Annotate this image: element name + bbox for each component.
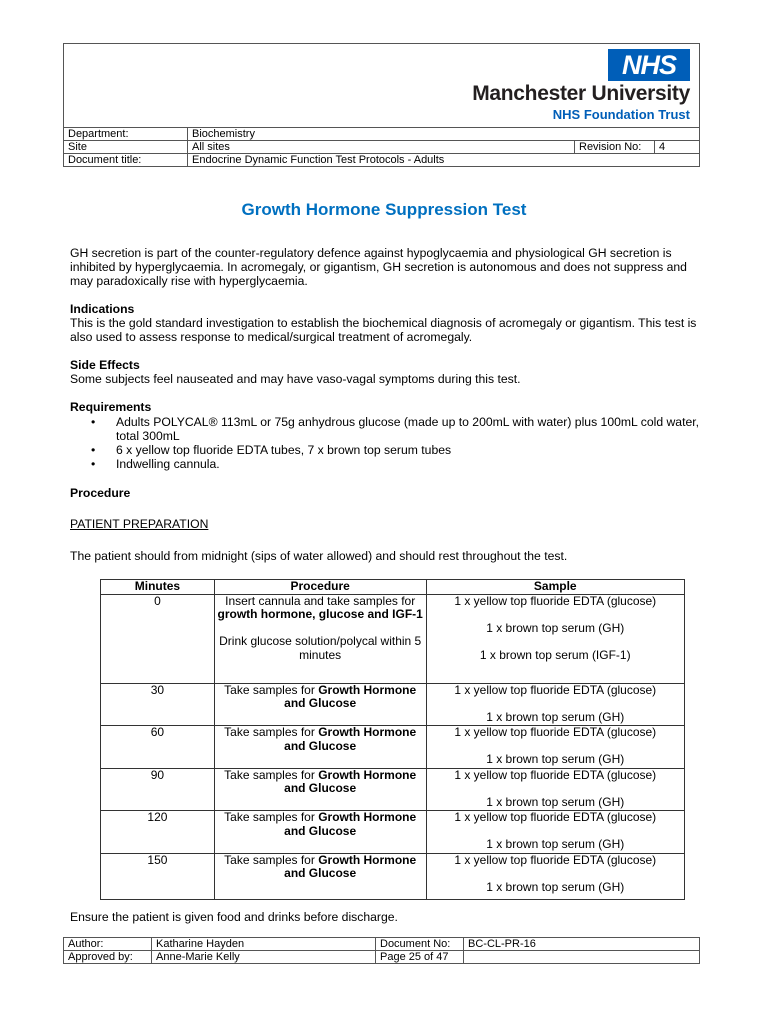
procedure-text: Take samples for bbox=[224, 767, 319, 782]
sample-line: 1 x brown top serum (GH) bbox=[486, 837, 625, 851]
indications-text: This is the gold standard investigation to establish the biochemical diagnosis of acromegaly or gigantism. This test is also used to assess response to medical/surgical treatment of acromegaly. bbox=[70, 316, 697, 344]
sample-line: 1 x brown top serum (GH) bbox=[486, 794, 625, 809]
approved-value: Anne-Marie Kelly bbox=[152, 951, 376, 964]
sample-cell bbox=[426, 768, 685, 811]
sample-line: 1 x yellow top fluoride EDTA (glucose) bbox=[454, 852, 657, 867]
sample-line: 1 x brown top serum (GH) bbox=[486, 620, 625, 635]
procedure-line: Insert cannula and take samples for bbox=[225, 593, 416, 608]
discharge-note: Ensure the patient is given food and drinks before discharge. bbox=[70, 910, 398, 924]
sample-cell bbox=[426, 853, 685, 899]
patient-prep-heading: PATIENT PREPARATION bbox=[70, 517, 209, 531]
procedure-bold: Growth Hormone bbox=[318, 767, 417, 782]
page-title: Growth Hormone Suppression Test bbox=[241, 200, 527, 219]
procedure-text: Take samples for bbox=[224, 682, 319, 697]
sample-line: 1 x yellow top fluoride EDTA (glucose) bbox=[454, 810, 657, 824]
procedure-bold: and Glucose bbox=[284, 866, 357, 880]
procedure-line: Drink glucose solution/polycal within 5 minutes bbox=[219, 634, 422, 662]
minutes-cell: 30 bbox=[101, 683, 215, 726]
document-header bbox=[63, 43, 700, 127]
bullet-icon: • bbox=[91, 443, 96, 457]
procedure-bold: and Glucose bbox=[284, 738, 357, 753]
sample-cell bbox=[426, 726, 685, 769]
document-meta-table bbox=[63, 127, 700, 167]
list-item bbox=[70, 443, 710, 457]
procedure-table bbox=[100, 579, 685, 900]
sample-line: 1 x yellow top fluoride EDTA (glucose) bbox=[454, 593, 657, 608]
sample-line: 1 x brown top serum (GH) bbox=[486, 752, 625, 766]
sample-line: 1 x brown top serum (GH) bbox=[486, 879, 625, 894]
nhs-logo: NHS bbox=[608, 49, 690, 81]
bullet-icon: • bbox=[91, 457, 96, 471]
minutes-cell: 120 bbox=[101, 811, 215, 854]
empty-cell bbox=[464, 951, 700, 964]
procedure-heading: Procedure bbox=[70, 486, 131, 500]
procedure-bold: and Glucose bbox=[284, 781, 357, 795]
org-subtitle: NHS Foundation Trust bbox=[552, 107, 690, 122]
sample-line: 1 x brown top serum (GH) bbox=[486, 709, 625, 724]
procedure-text: Take samples for bbox=[224, 725, 319, 739]
minutes-cell: 60 bbox=[101, 726, 215, 769]
sample-line: 1 x yellow top fluoride EDTA (glucose) bbox=[454, 682, 657, 697]
sample-line: 1 x brown top serum (IGF-1) bbox=[479, 647, 631, 662]
author-value: Katharine Hayden bbox=[152, 938, 376, 951]
procedure-text: Take samples for bbox=[224, 810, 319, 824]
list-item bbox=[70, 457, 710, 471]
document-number-label: Document No: bbox=[376, 938, 464, 951]
department-label: Department: bbox=[64, 128, 188, 141]
side-effects-heading: Side Effects bbox=[70, 358, 140, 372]
procedure-cell bbox=[214, 853, 426, 899]
procedure-cell bbox=[214, 726, 426, 769]
doc-title-label: Document title: bbox=[64, 154, 188, 167]
indications-heading: Indications bbox=[70, 302, 135, 316]
sample-line: 1 x yellow top fluoride EDTA (glucose) bbox=[454, 725, 657, 739]
patient-prep-text: The patient should from midnight (sips of water allowed) and should rest throughout the test. bbox=[70, 549, 568, 563]
table-row bbox=[101, 768, 685, 811]
table-row bbox=[101, 811, 685, 854]
procedure-text: Take samples for bbox=[224, 852, 319, 867]
page-number: Page 25 of 47 bbox=[376, 951, 464, 964]
document-number-value: BC-CL-PR-16 bbox=[464, 938, 700, 951]
site-label: Site bbox=[64, 141, 188, 154]
document-footer-table bbox=[63, 937, 700, 964]
table-row bbox=[101, 726, 685, 769]
doc-title-value: Endocrine Dynamic Function Test Protocols - Adults bbox=[188, 154, 700, 167]
revision-value: 4 bbox=[655, 141, 700, 154]
table-row bbox=[101, 853, 685, 899]
department-value: Biochemistry bbox=[188, 128, 700, 141]
procedure-cell bbox=[214, 594, 426, 683]
table-row bbox=[101, 594, 685, 683]
procedure-line-bold: growth hormone, glucose and IGF-1 bbox=[217, 607, 423, 621]
revision-label: Revision No: bbox=[575, 141, 655, 154]
sample-cell bbox=[426, 594, 685, 683]
procedure-bold: and Glucose bbox=[284, 696, 357, 710]
table-row bbox=[101, 683, 685, 726]
minutes-cell: 90 bbox=[101, 768, 215, 811]
sample-cell bbox=[426, 811, 685, 854]
requirement-text: 6 x yellow top fluoride EDTA tubes, 7 x brown top serum tubes bbox=[116, 443, 452, 457]
requirements-list bbox=[70, 415, 710, 471]
minutes-cell: 150 bbox=[101, 853, 215, 899]
approved-label: Approved by: bbox=[64, 951, 152, 964]
requirement-text: Adults POLYCAL® 113mL or 75g anhydrous glucose (made up to 200mL with water) plus 100mL cold water, total 300mL bbox=[116, 415, 700, 443]
sample-line: 1 x yellow top fluoride EDTA (glucose) bbox=[454, 767, 657, 782]
column-header-minutes: Minutes bbox=[101, 580, 215, 595]
procedure-cell bbox=[214, 811, 426, 854]
side-effects-text: Some subjects feel nauseated and may have vaso-vagal symptoms during this test. bbox=[70, 372, 521, 386]
procedure-cell bbox=[214, 683, 426, 726]
org-name: Manchester University bbox=[472, 82, 690, 105]
procedure-bold: and Glucose bbox=[284, 823, 357, 838]
requirements-heading: Requirements bbox=[70, 400, 152, 414]
requirement-text: Indwelling cannula. bbox=[116, 457, 220, 471]
column-header-procedure: Procedure bbox=[214, 580, 426, 595]
minutes-cell: 0 bbox=[101, 594, 215, 683]
procedure-bold: Growth Hormone bbox=[318, 725, 417, 739]
bullet-icon: • bbox=[91, 415, 96, 429]
procedure-bold: Growth Hormone bbox=[318, 852, 417, 867]
list-item bbox=[70, 415, 710, 443]
procedure-cell bbox=[214, 768, 426, 811]
author-label: Author: bbox=[64, 938, 152, 951]
sample-cell bbox=[426, 683, 685, 726]
intro-paragraph: GH secretion is part of the counter-regulatory defence against hypoglycaemia and physiological GH secretion is inhibited by hyperglycaemia. In acromegaly, or gigantism, GH secretion is autonomous and does not suppress and may paradoxically rise with hyperglycaemia. bbox=[70, 246, 687, 288]
column-header-sample: Sample bbox=[426, 580, 685, 595]
procedure-bold: Growth Hormone bbox=[318, 682, 417, 697]
site-value: All sites bbox=[188, 141, 575, 154]
procedure-bold: Growth Hormone bbox=[318, 810, 417, 824]
table-header-row bbox=[101, 580, 685, 595]
